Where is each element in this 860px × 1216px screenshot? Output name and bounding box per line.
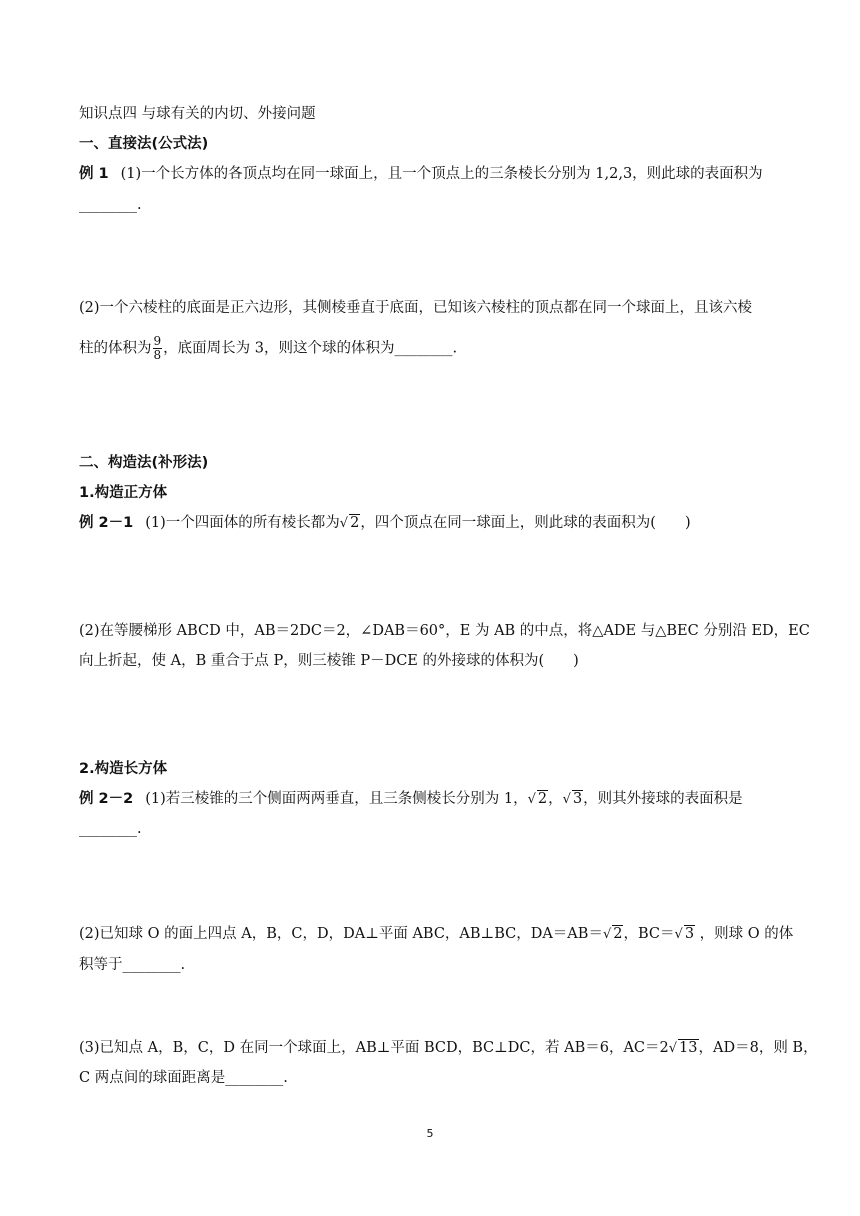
radicand: 2 [537,791,548,807]
heading-direct-method: 一、直接法(公式法) [79,136,209,152]
question-text: 柱的体积为 [79,340,152,357]
sqrt-symbol: √ [527,792,536,807]
example-2-2-question-1 [79,789,785,810]
radicand: 3 [684,926,695,942]
fraction-numerator: 9 [153,334,162,348]
example-2-2-question-2-line-1 [79,924,794,945]
example-2-1-question-2-line-2: 向上折起，使 A，B 重合于点 P，则三棱锥 P－DCE 的外接球的体积为( ) [79,653,579,669]
question-text: ，BC＝ [623,926,675,942]
question-text: (1)若三棱锥的三个侧面两两垂直，且三条侧棱长分别为 1， [145,791,528,807]
sqrt-symbol: √ [674,927,683,942]
fraction-denominator: 8 [153,348,162,362]
question-text: (1)一个长方体的各顶点均在同一球面上，且一个顶点上的三条棱长分别为 1,2,3，则此球的表面积为 [120,166,763,182]
radicand: 13 [679,1040,698,1056]
example-2-2-question-3-line-2: C 两点间的球面距离是________. [79,1070,288,1086]
example-1-question-2-line-2 [79,335,785,362]
question-text: ，则球 O 的体 [695,926,794,942]
example-label: 例 1 [79,166,109,182]
subheading-cube: 1.构造正方体 [79,485,168,501]
radicand: 2 [613,926,623,942]
example-2-1-question-1 [79,513,785,534]
radicand: 3 [572,791,583,807]
sqrt-symbol: √ [602,927,612,942]
sqrt-symbol: √ [562,792,571,807]
sqrt-symbol: √ [668,1041,678,1056]
question-text: ，AD＝8，则 B， [698,1040,818,1056]
subheading-cuboid: 2.构造长方体 [79,761,168,777]
example-2-2-question-2-line-2: 积等于________. [79,957,186,973]
answer-blank: ________. [79,197,142,213]
question-text: ，则其外接球的表面积是 [583,791,743,807]
heading-construction-method: 二、构造法(补形法) [79,455,209,471]
radicand: 2 [350,515,360,531]
sqrt-symbol: √ [339,516,349,531]
example-label: 例 2－2 [79,791,134,807]
example-1-question-2-line-1: (2)一个六棱柱的底面是正六边形，其侧棱垂直于底面，已知该六棱柱的顶点都在同一个球面上，且该六棱 [79,300,753,316]
question-text: (3)已知点 A，B，C，D 在同一个球面上，AB⊥平面 BCD，BC⊥DC，若 AB＝6，AC＝2 [79,1040,669,1056]
example-2-1-question-2-line-1: (2)在等腰梯形 ABCD 中，AB＝2DC＝2，∠DAB＝60°，E 为 AB 的中点，将△ADE 与△BEC 分别沿 ED，EC [79,623,810,639]
question-text: ，底面周长为 3，则这个球的体积为________. [163,340,458,357]
section-title: 知识点四 与球有关的内切、外接问题 [79,106,316,122]
question-text: (1)一个四面体的所有棱长都为 [145,515,340,531]
example-label: 例 2－1 [79,515,134,531]
question-text: ， [548,791,563,807]
answer-blank: ________. [79,821,142,837]
page-number: 5 [426,1127,434,1140]
fraction [153,335,163,362]
question-text: ，四个顶点在同一球面上，则此球的表面积为( ) [360,515,691,531]
example-2-2-question-3-line-1 [79,1038,818,1059]
question-text: (2)已知球 O 的面上四点 A，B，C，D，DA⊥平面 ABC，AB⊥BC，DA＝AB＝ [79,926,603,942]
example-1-question-1 [79,164,785,184]
